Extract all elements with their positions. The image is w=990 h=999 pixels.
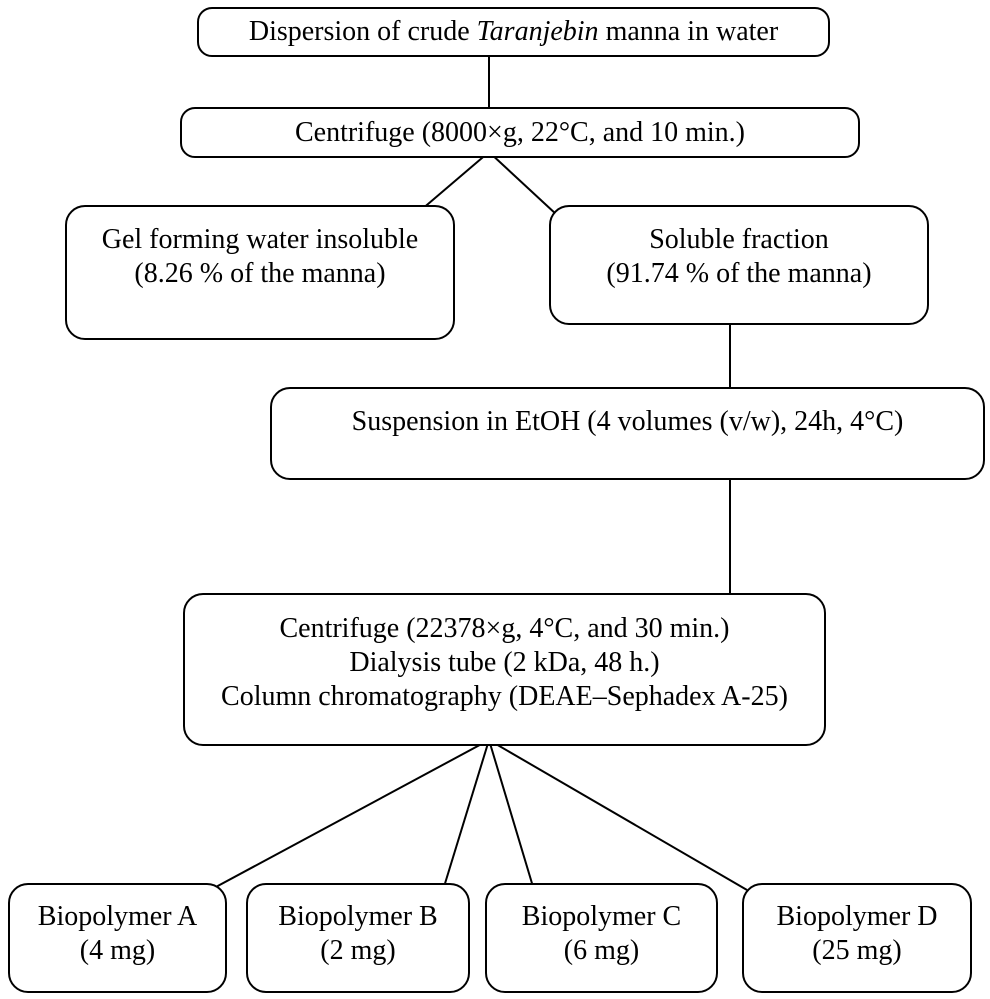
edge-purification-biopolymer-a [214, 740, 489, 888]
node-soluble-fraction [549, 205, 929, 325]
italic-term: Taranjebin [476, 16, 599, 47]
node-biopolymer-c-amount: (6 mg) [563, 935, 640, 966]
node-biopolymer-d-amount: (25 mg) [812, 935, 902, 966]
node-centrifuge-label: Centrifuge (8000×g, 22°C, and 10 min.) [294, 116, 746, 148]
node-gel-insoluble [65, 205, 455, 340]
node-biopolymer-b [246, 883, 470, 993]
edge-centrifuge-soluble [489, 152, 557, 215]
node-biopolymer-b-amount: (2 mg) [320, 935, 396, 966]
node-soluble-fraction-line1: Soluble fraction [649, 224, 829, 255]
node-purification-steps [183, 593, 826, 746]
node-biopolymer-a-amount: (4 mg) [79, 935, 156, 966]
node-etoh-suspension [270, 387, 985, 480]
node-centrifuge [180, 107, 860, 158]
node-biopolymer-d [742, 883, 972, 993]
node-biopolymer-c-name: Biopolymer C [521, 901, 682, 932]
node-etoh-suspension-label: Suspension in EtOH (4 volumes (v/w), 24h, 4°C) [351, 406, 904, 437]
node-biopolymer-c [485, 883, 718, 993]
node-biopolymer-b-name: Biopolymer B [278, 901, 438, 932]
node-dispersion [197, 7, 830, 57]
node-biopolymer-a-name: Biopolymer A [37, 901, 198, 932]
node-soluble-fraction-line2: (91.74 % of the manna) [606, 258, 872, 289]
node-purification-line2: Dialysis tube (2 kDa, 48 h.) [349, 647, 660, 678]
node-gel-insoluble-line1: Gel forming water insoluble [101, 224, 419, 255]
node-biopolymer-a [8, 883, 227, 993]
node-dispersion-label: Dispersion of crude Taranjebin manna in water [248, 16, 779, 47]
node-purification-line1: Centrifuge (22378×g, 4°C, and 30 min.) [279, 613, 730, 644]
node-gel-insoluble-line2: (8.26 % of the manna) [134, 258, 386, 289]
node-purification-line3: Column chromatography (DEAE–Sephadex A-25) [221, 681, 788, 712]
node-biopolymer-d-name: Biopolymer D [776, 901, 938, 932]
edge-purification-biopolymer-b [443, 740, 489, 890]
edge-centrifuge-gel [421, 152, 489, 210]
